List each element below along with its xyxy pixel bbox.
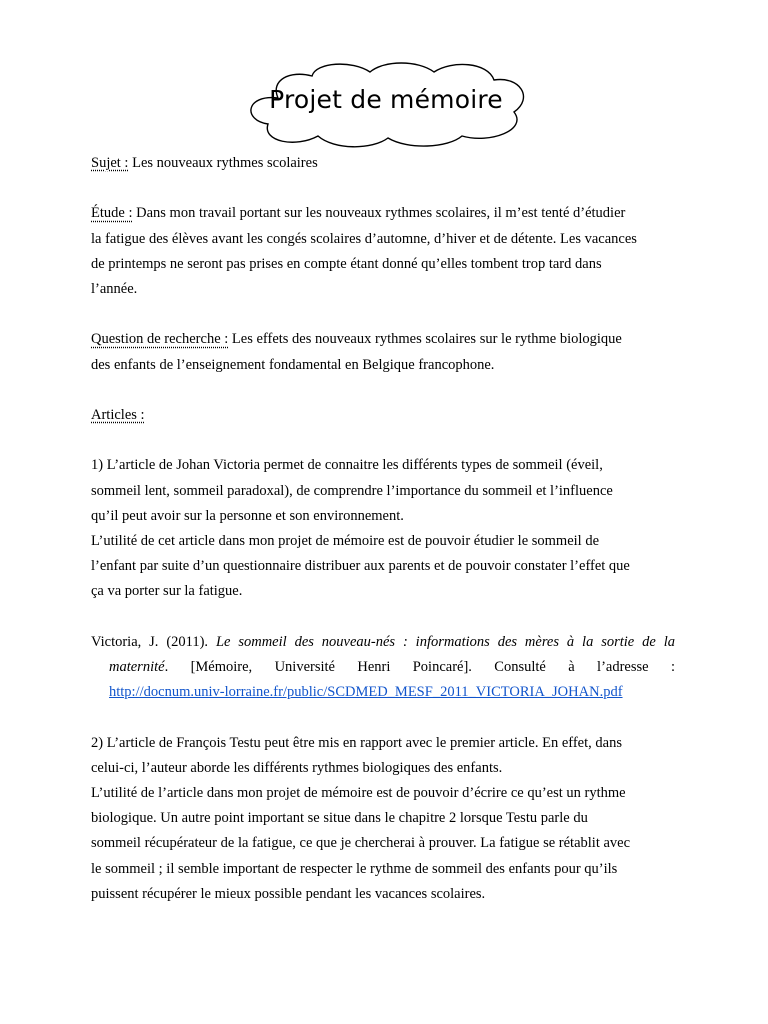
etude-paragraph: Étude : Dans mon travail portant sur les nouveaux rythmes scolaires, il m’est tenté d’étudier la fatigue des élèves avant les congés scolaires d’automne, d’hiver et de détente. Les vacances de printemps ne seront pas prises en compte étant donné qu’elles tombent trop tard dans l’année. bbox=[91, 205, 637, 297]
sujet-label: Sujet : bbox=[91, 155, 129, 171]
articles-heading: Articles : bbox=[91, 406, 145, 423]
document-title: Projet de mémoire bbox=[269, 85, 503, 114]
article1-paragraph: 1) L’article de Johan Victoria permet de connaitre les différents types de sommeil (éveil, sommeil lent, sommeil paradoxal), de comprendre l’importance du sommeil et l’influence qu’il peut avoir sur la personne et son environnement. L’utilité de cet article dans mon projet de mémoire est de pouvoir étudier le sommeil de l’enfant par suite d’un questionnaire distribuer aux parents et de pouvoir constater l’effet que ça va porter sur la fatigue. bbox=[91, 457, 630, 600]
question-label: Question de recherche : bbox=[91, 331, 229, 348]
title-cloud bbox=[238, 58, 534, 148]
question-paragraph: Question de recherche : Les effets des nouveaux rythmes scolaires sur le rythme biologique des enfants de l’enseignement fondamental en Belgique francophone. bbox=[91, 331, 622, 373]
document-body bbox=[91, 151, 675, 907]
sujet-text: Les nouveaux rythmes scolaires bbox=[128, 155, 318, 171]
article2-paragraph: 2) L’article de François Testu peut être mis en rapport avec le premier article. En effet, dans celui-ci, l’auteur aborde les différents rythmes biologiques des enfants. L’utilité de l’article dans mon projet de mémoire est de pouvoir d’écrire ce qu’est un rythme biologique. Un autre point important se situe dans le chapitre 2 lorsque Testu parle du sommeil récupérateur de la fatigue, ce que je chercherai à prouver. La fatigue se rétablit avec le sommeil ; il semble important de respecter le rythme de sommeil des enfants pour qu’ils puissent récupérer le mieux possible pendant les vacances scolaires. bbox=[91, 734, 631, 902]
sujet-paragraph bbox=[91, 151, 675, 176]
reference-link[interactable]: http://docnum.univ-lorraine.fr/public/SCDMED_MESF_2011_VICTORIA_JOHAN.pdf bbox=[109, 684, 623, 701]
etude-label: Étude : bbox=[91, 205, 133, 222]
reference-victoria: Victoria, J. (2011). Le sommeil des nouveau-nés : informations des mères à la sortie de la maternité. [Mémoire, Université Henri Poincaré]. Consulté à l’adresse : http://docnum.univ-lorraine.fr/public/SCDMED_MESF_2011_VICTORIA_JOHAN.pdf bbox=[91, 633, 675, 701]
